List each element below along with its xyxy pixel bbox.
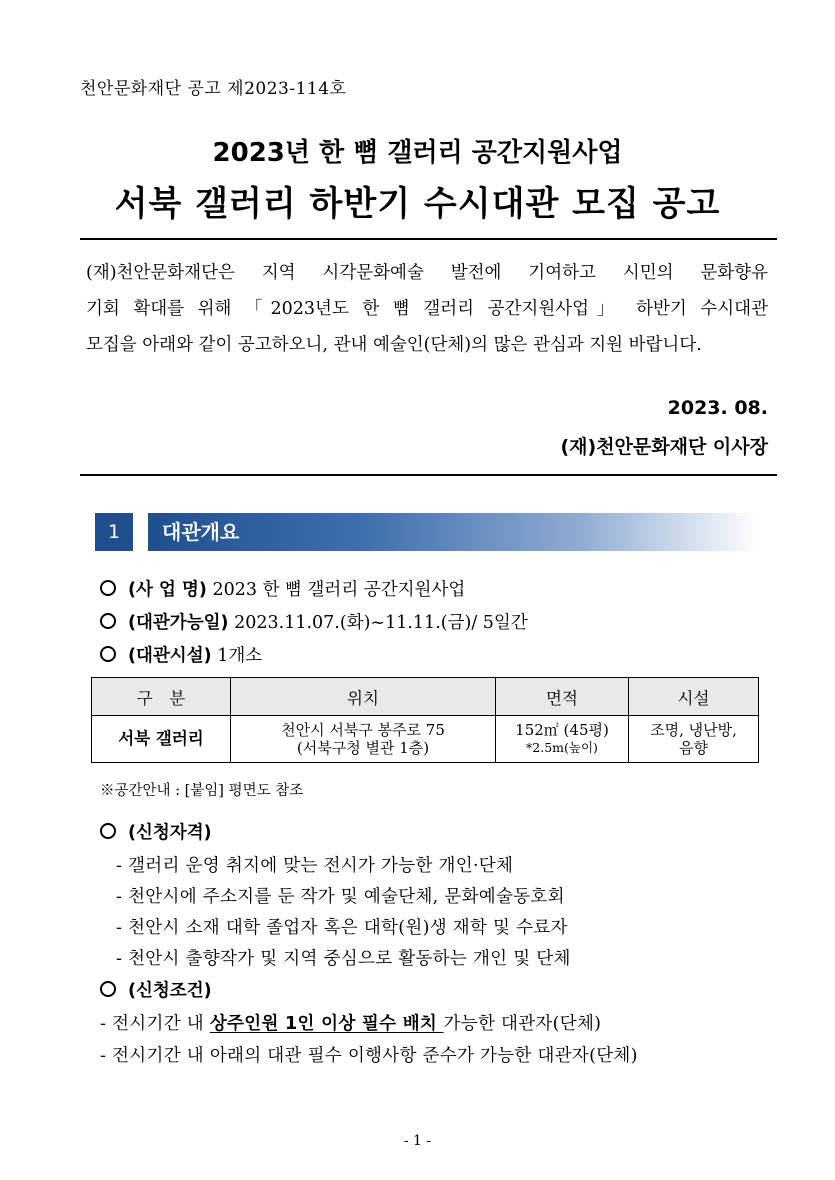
location-line-1: 천안시 서북구 봉주로 75 [281,721,445,739]
signer: (재)천안문화재단 이사장 [560,436,768,458]
table-header-row [92,678,759,716]
dates-key: (대관가능일) [128,613,229,633]
section-header-bar [148,513,760,551]
intro-line-2: 기회 확대를 위해 「2023년도 한 뼘 갤러리 공간지원사업」 하반기 수시대관 [86,299,768,319]
eligibility-heading: (신청자격) [128,823,212,843]
eligibility-heading-row [100,819,212,844]
cell-name: 서북 갤러리 [92,716,231,763]
area-line-2: *2.5m(높이) [526,740,598,755]
condition-1-pre: - 전시기간 내 [100,1014,210,1034]
intro-line-1: (재)천안문화재단은 지역 시각문화예술 발전에 기여하고 시민의 문화향유 [86,263,768,283]
circle-bullet-icon [100,823,116,839]
condition-item-2: - 전시기간 내 아래의 대관 필수 이행사항 준수가 가능한 대관자(단체) [100,1046,638,1066]
eligibility-item: - 천안시 출향작가 및 지역 중심으로 활동하는 개인 및 단체 [116,949,571,969]
eligibility-item: - 갤러리 운영 취지에 맞는 전시가 가능한 개인·단체 [116,856,514,876]
project-value: 2023 한 뼘 갤러리 공간지원사업 [212,580,466,600]
facility-key: (대관시설) [128,646,212,666]
notice-date: 2023. 08. [667,397,768,419]
dates-value: 2023.11.07.(화)~11.11.(금)/ 5일간 [234,613,528,633]
space-note: ※공간안내 : [붙임] 평면도 참조 [100,783,304,799]
header-facility: 시설 [629,678,759,716]
circle-bullet-icon [100,613,116,629]
eligibility-item: - 천안시 소재 대학 졸업자 혹은 대학(원)생 재학 및 수료자 [116,918,568,938]
circle-bullet-icon [100,580,116,596]
circle-bullet-icon [100,981,116,997]
bottom-divider [80,474,777,476]
condition-1-emphasis: 상주인원 1인 이상 필수 배치 [209,1014,444,1034]
conditions-heading-row [100,977,212,1002]
project-key: (사 업 명) [128,580,207,600]
facility-table [91,677,759,763]
title-line-2: 서북 갤러리 하반기 수시대관 모집 공고 [114,184,721,224]
cell-area [496,716,629,763]
intro-line-3: 모집을 아래와 같이 공고하오니, 관내 예술인(단체)의 많은 관심과 지원 바랍니다. [86,335,702,355]
condition-1-post: 가능한 대관자(단체) [443,1014,602,1034]
top-divider [80,238,777,240]
overview-facility [100,642,262,667]
cell-location [231,716,496,763]
facility-line-2: 음향 [679,739,708,757]
location-line-2: (서북구청 별관 1층) [296,739,430,757]
eligibility-item: - 천안시에 주소지를 둔 작가 및 예술단체, 문화예술동호회 [116,887,565,907]
facility-value: 1개소 [217,646,263,666]
facility-line-1: 조명, 냉난방, [650,721,737,739]
intro-paragraph [86,255,768,363]
conditions-heading: (신청조건) [128,981,212,1001]
area-line-1: 152㎡ (45평) [515,721,609,739]
cell-facility [629,716,759,763]
header-location: 위치 [231,678,496,716]
header-area: 면적 [496,678,629,716]
circle-bullet-icon [100,646,116,662]
page-number: - 1 - [403,1133,432,1149]
table-row [92,716,759,763]
condition-item-1 [100,1010,601,1035]
title-line-1: 2023년 한 뼘 갤러리 공간지원사업 [212,138,623,168]
overview-dates [100,609,528,634]
section-number: 1 [95,513,133,551]
overview-project [100,576,465,601]
header-category: 구 분 [92,678,231,716]
notice-number: 천안문화재단 공고 제2023-114호 [80,79,347,99]
section-title: 대관개요 [162,520,240,544]
